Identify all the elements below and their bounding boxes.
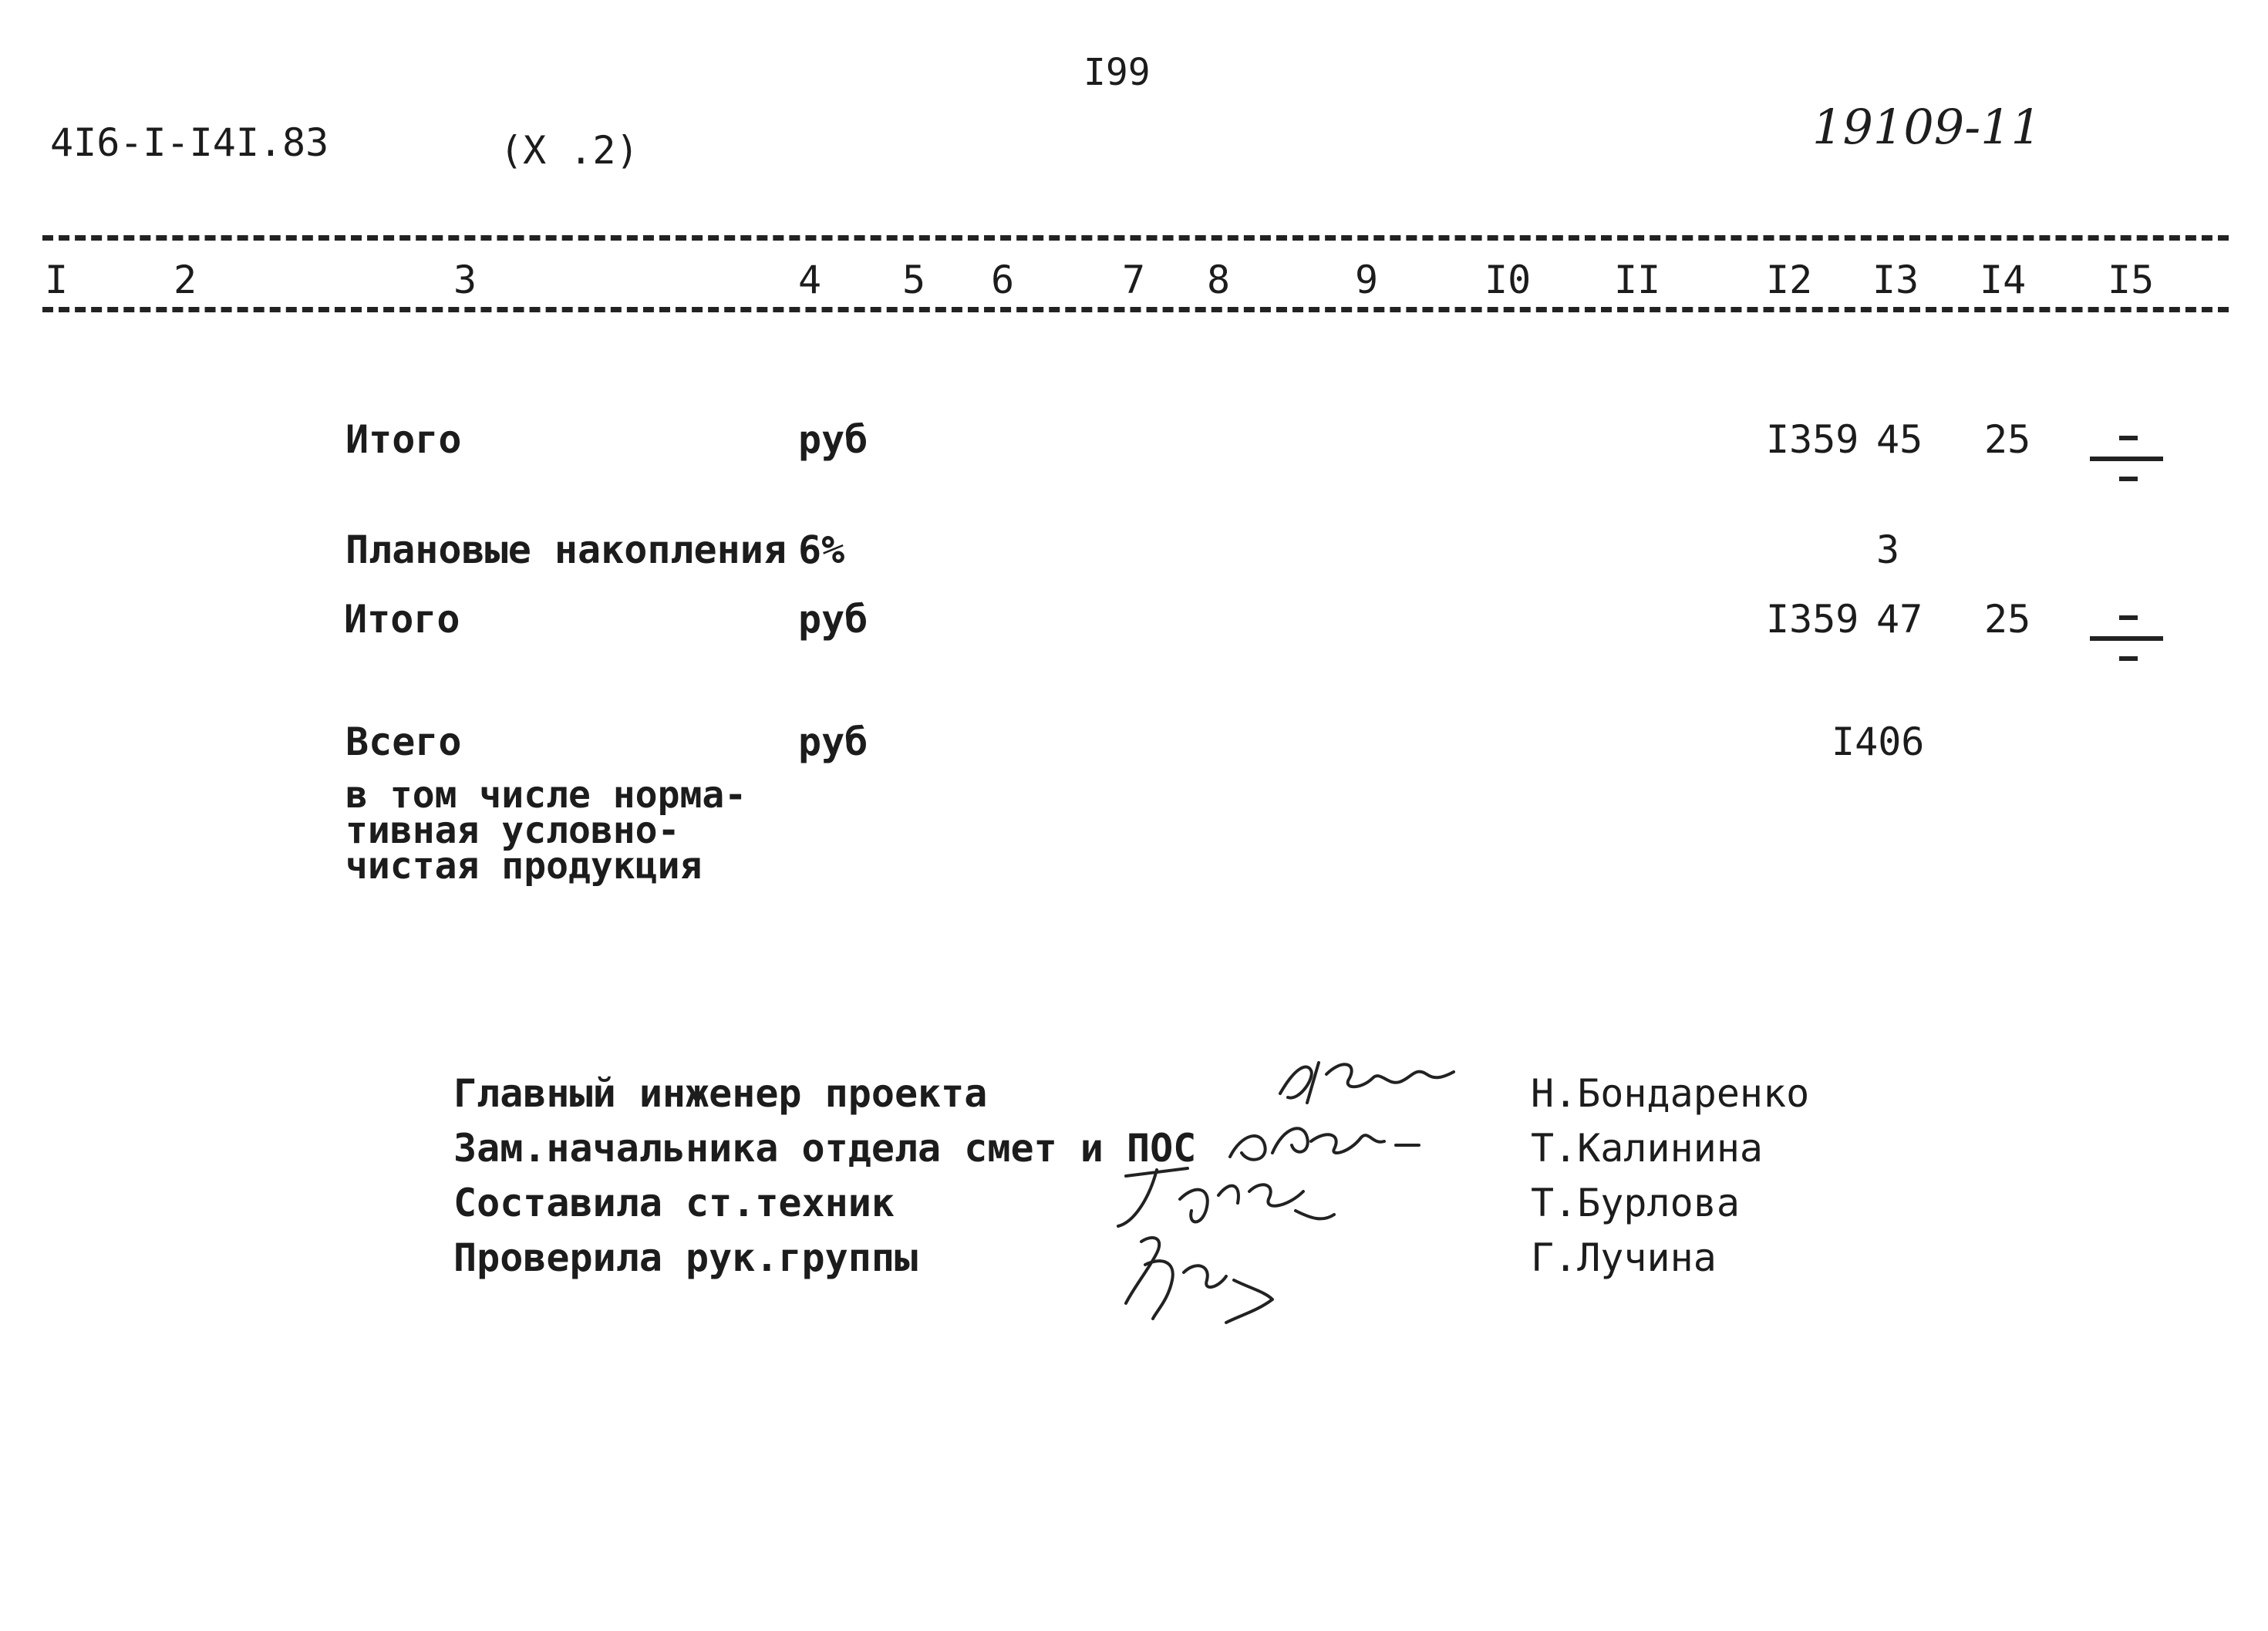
column-header: 4 — [798, 258, 822, 302]
note-line: тивная условно- — [345, 809, 680, 852]
header-top-rule — [42, 235, 2229, 241]
note-line: чистая продукция — [345, 844, 703, 888]
column-header: I4 — [1980, 258, 2027, 302]
column-header: I0 — [1484, 258, 1532, 302]
column-header: 3 — [453, 258, 477, 302]
row-unit: руб — [798, 597, 868, 642]
cell-col12-13: I406 — [1832, 719, 1925, 764]
column-header: 9 — [1355, 258, 1379, 302]
signature-scribble-4 — [1110, 1226, 1296, 1326]
row-label: Плановые накопления — [345, 527, 787, 572]
section-label: (X .2) — [500, 128, 639, 173]
signer-name: Т.Калинина — [1531, 1126, 1764, 1171]
signer-role: Зам.начальника отдела смет и ПОС — [453, 1126, 1197, 1171]
row-label: Итого — [344, 597, 460, 642]
cell-col12: I359 — [1766, 597, 1859, 642]
header-bottom-rule — [42, 307, 2229, 312]
cell-col12: I359 — [1766, 417, 1859, 462]
column-header: 7 — [1122, 258, 1146, 302]
column-header: 2 — [174, 258, 197, 302]
cell-col13: 45 — [1876, 417, 1923, 462]
column-header: I5 — [2108, 258, 2155, 302]
row-label: Итого — [345, 417, 462, 462]
column-header: I3 — [1872, 258, 1919, 302]
column-header: 5 — [902, 258, 926, 302]
signature-scribble-3 — [1103, 1153, 1350, 1238]
column-header: I — [45, 258, 69, 302]
signer-role: Проверила рук.группы — [453, 1235, 918, 1280]
signature-scribble-1 — [1265, 1055, 1465, 1109]
signer-name: Г.Лучина — [1531, 1235, 1717, 1280]
dash-fraction-mark — [2090, 615, 2167, 662]
column-header: I2 — [1766, 258, 1813, 302]
cell-col14: 25 — [1984, 417, 2031, 462]
row-unit: 6% — [798, 527, 845, 572]
signer-name: Т.Бурлова — [1531, 1181, 1740, 1225]
column-header: 6 — [991, 258, 1015, 302]
signer-name: Н.Бондаренко — [1531, 1071, 1810, 1116]
handwritten-number: 19109-11 — [1812, 99, 2042, 155]
dash-fraction-mark — [2090, 436, 2167, 482]
signer-role: Составила ст.техник — [453, 1181, 895, 1225]
column-header: 8 — [1207, 258, 1231, 302]
row-unit: руб — [798, 719, 868, 764]
row-label: Всего — [345, 719, 462, 764]
cell-col13: 47 — [1876, 597, 1923, 642]
page-number: I99 — [1083, 51, 1151, 94]
document-code: 4I6-I-I4I.83 — [50, 120, 329, 165]
cell-col13: 3 — [1876, 527, 1900, 572]
note-line: в том числе норма- — [345, 773, 747, 817]
cell-col14: 25 — [1984, 597, 2031, 642]
row-unit: руб — [798, 417, 868, 462]
column-header: II — [1614, 258, 1661, 302]
signer-role: Главный инженер проекта — [453, 1071, 988, 1116]
